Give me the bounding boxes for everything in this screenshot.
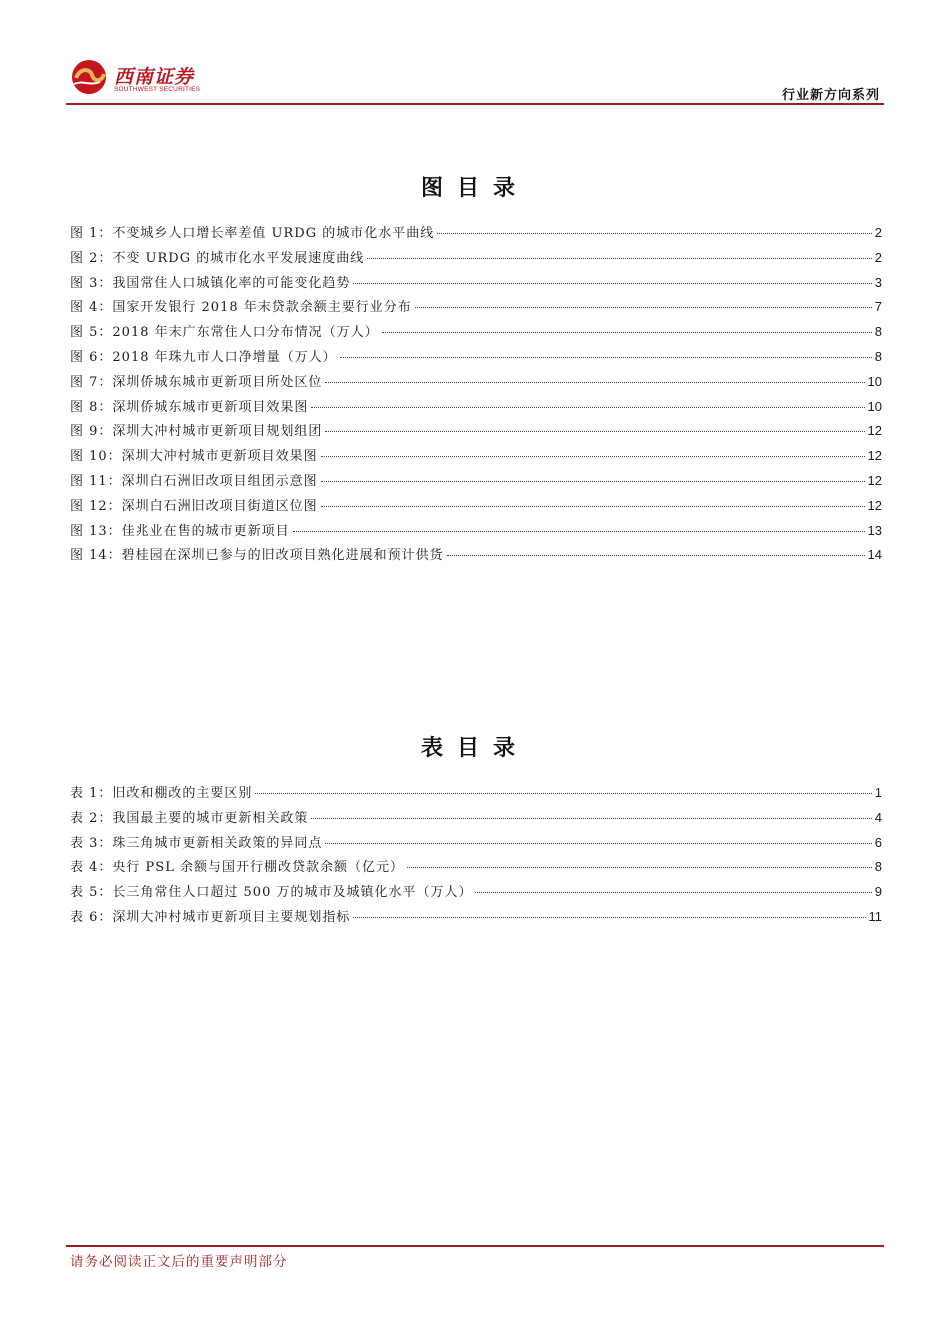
dot-leader: [325, 382, 864, 383]
report-series-label: 行业新方向系列: [781, 88, 880, 103]
table-index-entry[interactable]: [70, 906, 882, 931]
figure-index-entry[interactable]: [70, 346, 882, 371]
figure-index-entry[interactable]: [70, 247, 882, 272]
figure-index-entry-page: 8: [874, 348, 882, 364]
table-index-entry-page: 4: [874, 809, 882, 825]
dot-leader: [407, 867, 872, 868]
table-index-entry[interactable]: [70, 782, 882, 807]
dot-leader: [255, 793, 871, 794]
figure-index-entry[interactable]: [70, 222, 882, 247]
figure-index-entry-page: 12: [867, 472, 882, 488]
figure-index-entry[interactable]: [70, 371, 882, 396]
table-index-entry-label: 表 1：旧改和棚改的主要区别: [70, 786, 253, 801]
disclaimer-note: 请务必阅读正文后的重要声明部分: [70, 1254, 288, 1270]
figure-index-entry-label: 图 1：不变城乡人口增长率差值 URDG 的城市化水平曲线: [70, 226, 435, 241]
figure-index-entry[interactable]: [70, 470, 882, 495]
figure-index-entry-label: 图 9：深圳大冲村城市更新项目规划组团: [70, 424, 323, 440]
table-index-entry-label: 表 4：央行 PSL 余额与国开行棚改贷款余额（亿元）: [70, 860, 404, 876]
dot-leader: [437, 233, 872, 234]
figure-index-entry-label: 图 3：我国常住人口城镇化率的可能变化趋势: [70, 275, 351, 291]
table-index-entry-page: 6: [874, 834, 882, 850]
figure-index-entry-page: 2: [874, 225, 882, 240]
figure-index-title: 图目录: [420, 176, 529, 201]
figure-index-entry-page: 13: [867, 522, 882, 538]
dot-leader: [340, 357, 872, 358]
table-index-entry-page: 1: [874, 785, 882, 800]
table-index-entry-label: 表 2：我国最主要的城市更新相关政策: [70, 810, 309, 826]
page-header: [66, 56, 884, 104]
figure-index-entry[interactable]: [70, 321, 882, 346]
figure-index-entry[interactable]: [70, 495, 882, 520]
logo-cn-text: 西南证券: [114, 66, 195, 88]
table-index-entry-label: 表 5：长三角常住人口超过 500 万的城市及城镇化水平（万人）: [70, 885, 473, 901]
figure-index-entry-label: 图 10：深圳大冲村城市更新项目效果图: [70, 449, 318, 465]
figure-index-entry-label: 图 14：碧桂园在深圳已参与的旧改项目熟化进展和预计供货: [70, 548, 444, 564]
dot-leader: [353, 283, 871, 284]
logo-mark-icon: [70, 58, 108, 96]
figure-index-entry[interactable]: [70, 544, 882, 569]
figure-index-entry[interactable]: [70, 520, 882, 545]
table-index-entry-page: 9: [874, 884, 882, 900]
figure-index-entry-page: 14: [867, 547, 882, 563]
table-index-entry-page: 8: [874, 859, 882, 875]
figure-index-entry-page: 8: [874, 324, 882, 340]
table-index-title: 表目录: [420, 736, 529, 761]
logo-en-text: SOUTHWEST SECURITIES: [114, 86, 201, 93]
dot-leader: [325, 431, 864, 432]
figure-index-entry-label: 图 6：2018 年珠九市人口净增量（万人）: [70, 349, 337, 365]
dot-leader: [321, 506, 865, 507]
figure-index-entry-page: 12: [867, 423, 882, 439]
figure-index-entry-page: 2: [874, 249, 882, 265]
dot-leader: [321, 481, 865, 482]
figure-index-entry-label: 图 7：深圳侨城东城市更新项目所处区位: [70, 374, 323, 390]
table-index-entry[interactable]: [70, 807, 882, 832]
figure-index-entry[interactable]: [70, 296, 882, 321]
figure-index-entry-label: 图 13：佳兆业在售的城市更新项目: [70, 523, 290, 539]
dot-leader: [293, 531, 865, 532]
footer-divider: [66, 1245, 884, 1247]
figure-index-list: [70, 222, 882, 569]
table-index-entry-page: 11: [868, 908, 882, 924]
dot-leader: [311, 818, 871, 819]
dot-leader: [353, 917, 865, 918]
table-index-entry[interactable]: [70, 881, 882, 906]
table-index-entry[interactable]: [70, 856, 882, 881]
figure-index-entry-page: 10: [867, 373, 882, 389]
table-index-entry-label: 表 6：深圳大冲村城市更新项目主要规划指标: [70, 909, 351, 925]
figure-index-entry-label: 图 8：深圳侨城东城市更新项目效果图: [70, 399, 309, 415]
dot-leader: [321, 456, 865, 457]
dot-leader: [447, 555, 865, 556]
figure-index-entry[interactable]: [70, 445, 882, 470]
dot-leader: [325, 843, 871, 844]
dot-leader: [367, 258, 872, 259]
figure-index-entry-page: 12: [867, 497, 882, 513]
header-divider: [66, 103, 884, 105]
table-index-entry[interactable]: [70, 832, 882, 857]
figure-index-entry-label: 图 5：2018 年末广东常住人口分布情况（万人）: [70, 325, 379, 341]
dot-leader: [415, 307, 872, 308]
figure-index-entry[interactable]: [70, 272, 882, 297]
figure-index-entry-label: 图 12：深圳白石洲旧改项目街道区位图: [70, 498, 318, 514]
figure-index-entry-label: 图 2：不变 URDG 的城市化水平发展速度曲线: [70, 250, 365, 266]
figure-index-entry-page: 12: [867, 448, 882, 464]
table-index-entry-label: 表 3：珠三角城市更新相关政策的异同点: [70, 835, 323, 851]
figure-index-entry-label: 图 11：深圳白石洲旧改项目组团示意图: [70, 473, 318, 489]
figure-index-entry-page: 3: [874, 274, 882, 290]
figure-index-entry[interactable]: [70, 396, 882, 421]
figure-index-entry[interactable]: [70, 420, 882, 445]
company-logo: [70, 58, 210, 98]
table-index-list: [70, 782, 882, 931]
figure-index-entry-page: 10: [867, 398, 882, 414]
dot-leader: [382, 332, 872, 333]
figure-index-entry-page: 7: [874, 299, 882, 315]
figure-index-entry-label: 图 4：国家开发银行 2018 年末贷款余额主要行业分布: [70, 300, 412, 316]
dot-leader: [475, 892, 871, 893]
dot-leader: [311, 407, 864, 408]
